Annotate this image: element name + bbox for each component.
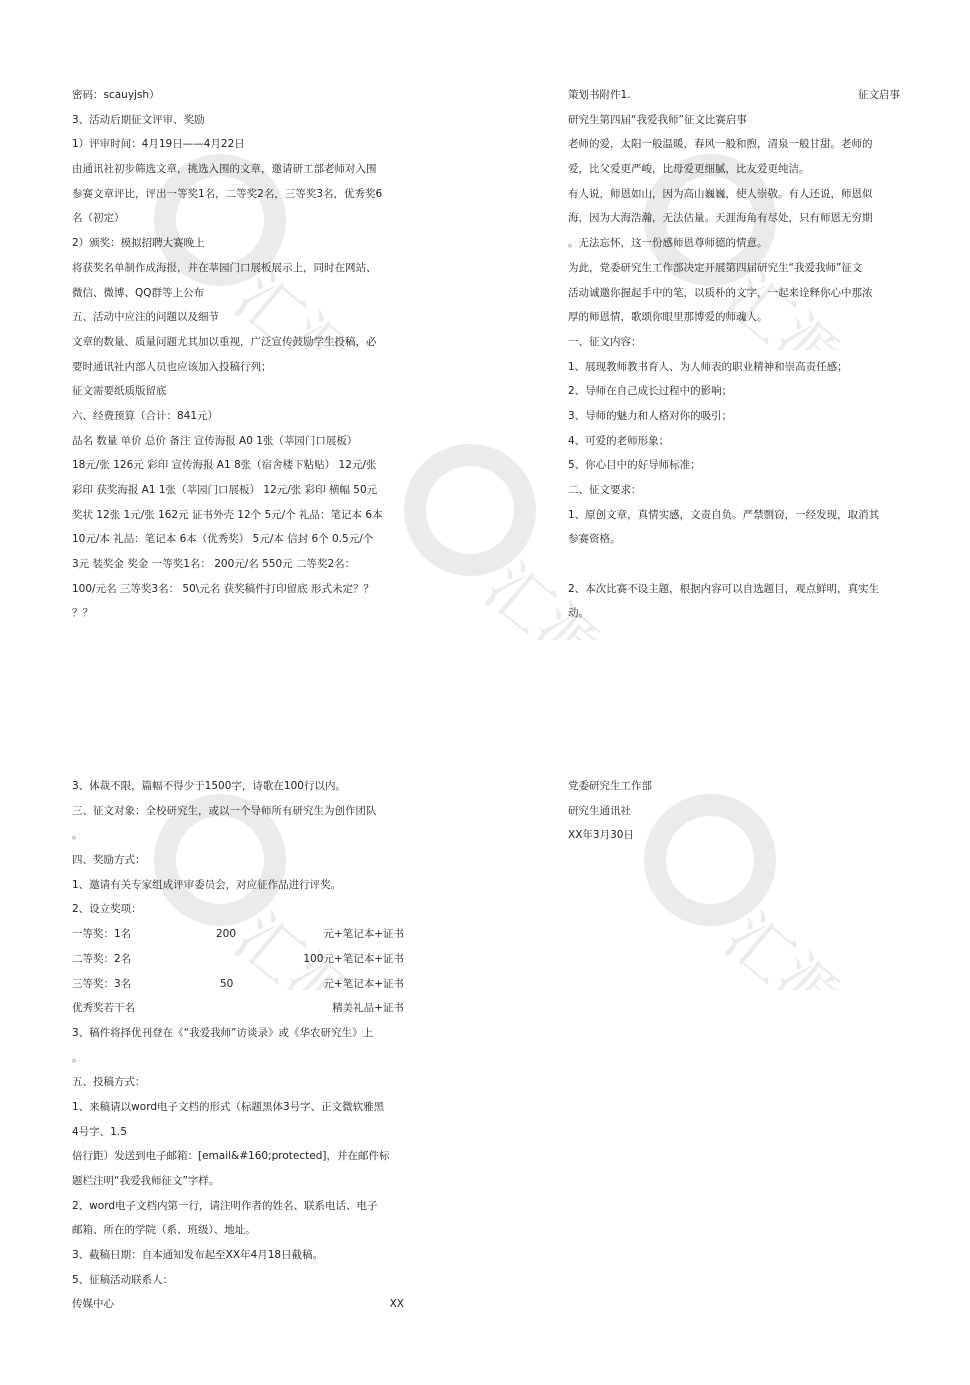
text-line: 2、word电子文档内第一行，请注明作者的姓名、联系电话、电子 [72, 1199, 378, 1212]
text-line: 参赛文章评比，评出一等奖1名，二等奖2名，三等奖3名，优秀奖6 [72, 187, 383, 200]
budget-line: 彩印 获奖海报 A1 1张（莘园门口展板） 12元/张 彩印 横幅 50元 [72, 484, 378, 496]
text-line: 厚的师恩情，歌颂你眼里那博爱的师魂人。 [568, 311, 768, 324]
text-line: 参赛资格。 [568, 533, 621, 546]
budget-line: ？？ [72, 607, 93, 620]
svg-text:汇源: 汇源 [220, 899, 350, 990]
text-line: 六、经费预算（合计：841元） [72, 409, 219, 422]
text-line: 1）评审时间：4月19日——4月22日 [72, 138, 245, 151]
attachment-header [568, 88, 900, 113]
text-line: 3、导师的魅力和人格对你的吸引； [568, 409, 733, 422]
svg-text:汇源: 汇源 [220, 259, 350, 350]
text-line: 征文需要纸质版留底 [72, 385, 167, 398]
text-line: 2、本次比赛不设主题，根据内容可以自选题目，观点鲜明，真实生 [568, 582, 880, 595]
text-line: 文章的数量、质量问题尤其加以重视，广泛宣传鼓励学生投稿，必 [72, 335, 377, 348]
prize-reward: 元+笔记本+证书 [323, 977, 404, 990]
prize-row [72, 927, 404, 952]
budget-line: 100/元名 三等奖3名： 50\元名 获奖稿件打印留底 形式未定？？ [72, 582, 375, 595]
text-line: 2、导师在自己成长过程中的影响； [568, 385, 733, 398]
prize-amount: 50 [220, 977, 234, 990]
prize-name: 二等奖：2名 [72, 952, 132, 965]
text-line: 研究生第四届“我爱我师”征文比赛启事 [568, 113, 747, 126]
text-line: 将获奖名单制作成海报，并在莘园门口展板展示上，同时在网站、 [72, 261, 377, 274]
text-line: 微信、微博、QQ群等上公布 [72, 286, 205, 299]
svg-text:汇源: 汇源 [710, 259, 840, 350]
text-line: 五、投稿方式： [72, 1076, 146, 1089]
signature-date: XX年3月30日 [568, 829, 634, 842]
prize-row [72, 952, 404, 977]
text-line: 海，因为大海浩瀚，无法估量。天涯海角有尽处，只有师恩无穷期 [568, 212, 873, 225]
notice-title: 征文启事 [858, 89, 900, 101]
budget-line: 品名 数量 单价 总价 备注 宣传海报 A0 1张（莘园门口展板） [72, 434, 358, 447]
text-line: 题栏注明“我爱我师征文”字样。 [72, 1175, 220, 1187]
text-line: 2）颁奖：模拟招聘大赛晚上 [72, 237, 205, 250]
blank-line [568, 557, 900, 582]
text-line: 5、征稿活动联系人： [72, 1273, 174, 1286]
text-line: 为此，党委研究生工作部决定开展第四届研究生“我爱我师”征文 [568, 261, 863, 274]
text-line: 三、征文对象：全校研究生，或以一个导师所有研究生为创作团队 [72, 804, 377, 817]
contact-org: 传媒中心 [72, 1298, 114, 1311]
budget-line: 奖状 12张 1元/张 162元 证书外壳 12个 5元/个 礼品：笔记本 6本 [72, 508, 383, 521]
prize-name: 优秀奖若干名 [72, 1002, 135, 1015]
prize-name: 一等奖：1名 [72, 928, 132, 941]
text-line: 3、截稿日期：自本通知发布起至XX年4月18日截稿。 [72, 1249, 324, 1262]
text-line: 二、征文要求： [568, 484, 642, 496]
text-line: 四、奖励方式： [72, 854, 146, 867]
text-line: 。无法忘怀，这一份感师恩尊师德的情意。 [568, 237, 768, 250]
text-line: 4、可爱的老师形象； [568, 434, 670, 447]
text-line: 一、征文内容： [568, 335, 642, 348]
top-right-column [568, 88, 900, 631]
text-line: 名（初定） [72, 212, 125, 225]
text-line: 要时通讯社内部人员也应该加入投稿行列； [72, 360, 272, 373]
prize-row [72, 977, 404, 1002]
prize-amount: 200 [216, 928, 237, 941]
bottom-left-column [72, 779, 404, 1311]
signature-org: 研究生通讯社 [568, 804, 631, 817]
text-line: 爱，比父爱更严峻，比母爱更细腻，比友爱更纯洁。 [568, 163, 810, 176]
text-line: 1、邀请有关专家组成评审委员会，对应征作品进行评奖。 [72, 878, 342, 891]
text-line: 1、展现教师教书育人、为人师表的职业精神和崇高责任感； [568, 360, 848, 373]
prize-reward: 100元+笔记本+证书 [303, 952, 404, 965]
prize-name: 三等奖：3名 [72, 977, 132, 990]
contact-name: XX [389, 1298, 404, 1311]
text-line: 老师的爱，太阳一般温暖，春风一般和煦，清泉一般甘甜。老师的 [568, 138, 873, 151]
prize-reward: 元+笔记本+证书 [323, 928, 404, 941]
prize-row [72, 1001, 404, 1026]
text-line: 。 [72, 1051, 83, 1064]
email-line: 倍行距）发送到电子邮箱：[email&#160;protected]，并在邮件标 [72, 1150, 390, 1163]
text-line: 1、来稿请以word电子文档的形式（标题黑体3号字、正文微软雅黑 [72, 1100, 385, 1113]
text-line: 3、体裁不限，篇幅不得少于1500字，诗歌在100行以内。 [72, 780, 346, 792]
text-line: 。 [72, 829, 83, 842]
text-line: 有人说，师恩如山，因为高山巍巍，使人崇敬。有人还说，师恩似 [568, 187, 873, 200]
svg-text:汇源: 汇源 [710, 899, 840, 990]
prize-reward: 精美礼品+证书 [332, 1002, 404, 1015]
text-line: 五、活动中应注的问题以及细节 [72, 311, 219, 324]
attachment-label: 策划书附件1. [568, 89, 631, 101]
budget-line: 3元 装奖金 奖金 一等奖1名： 200元/名 550元 二等奖2名： [72, 558, 356, 571]
text-line: 3、活动后期征文评审、奖励 [72, 113, 205, 126]
text-line: 邮箱、所在的学院（系、班级）、地址。 [72, 1224, 256, 1237]
text-line: 密码：scauyjsh） [72, 89, 160, 101]
text-line: 3、稿件将择优刊登在《“我爱我师”访谈录》或《华农研究生》上 [72, 1026, 374, 1039]
svg-text:汇源: 汇源 [470, 549, 600, 640]
bottom-right-column [568, 779, 900, 853]
top-left-column [72, 88, 404, 631]
budget-line: 10元/本 礼品：笔记本 6本（优秀奖） 5元/本 信封 6个 0.5元/个 [72, 533, 374, 546]
text-line: 2、设立奖项： [72, 903, 142, 916]
text-line: 5、你心目中的好导师标准； [568, 459, 701, 472]
contact-row [72, 1297, 404, 1311]
text-line: 动。 [568, 607, 589, 620]
text-line: 活动诚邀你握起手中的笔，以质朴的文字，一起来诠释你心中那浓 [568, 286, 873, 299]
text-line: 由通讯社初步筛选文章，挑选入围的文章，邀请研工部老师对入围 [72, 163, 377, 176]
text-line: 1、原创文章，真情实感，文责自负。严禁剽窃，一经发现，取消其 [568, 508, 880, 521]
budget-line: 18元/张 126元 彩印 宣传海报 A1 8张（宿舍楼下粘贴） 12元/张 [72, 459, 377, 472]
signature-org: 党委研究生工作部 [568, 780, 652, 792]
text-line: 4号字、1.5 [72, 1125, 127, 1138]
